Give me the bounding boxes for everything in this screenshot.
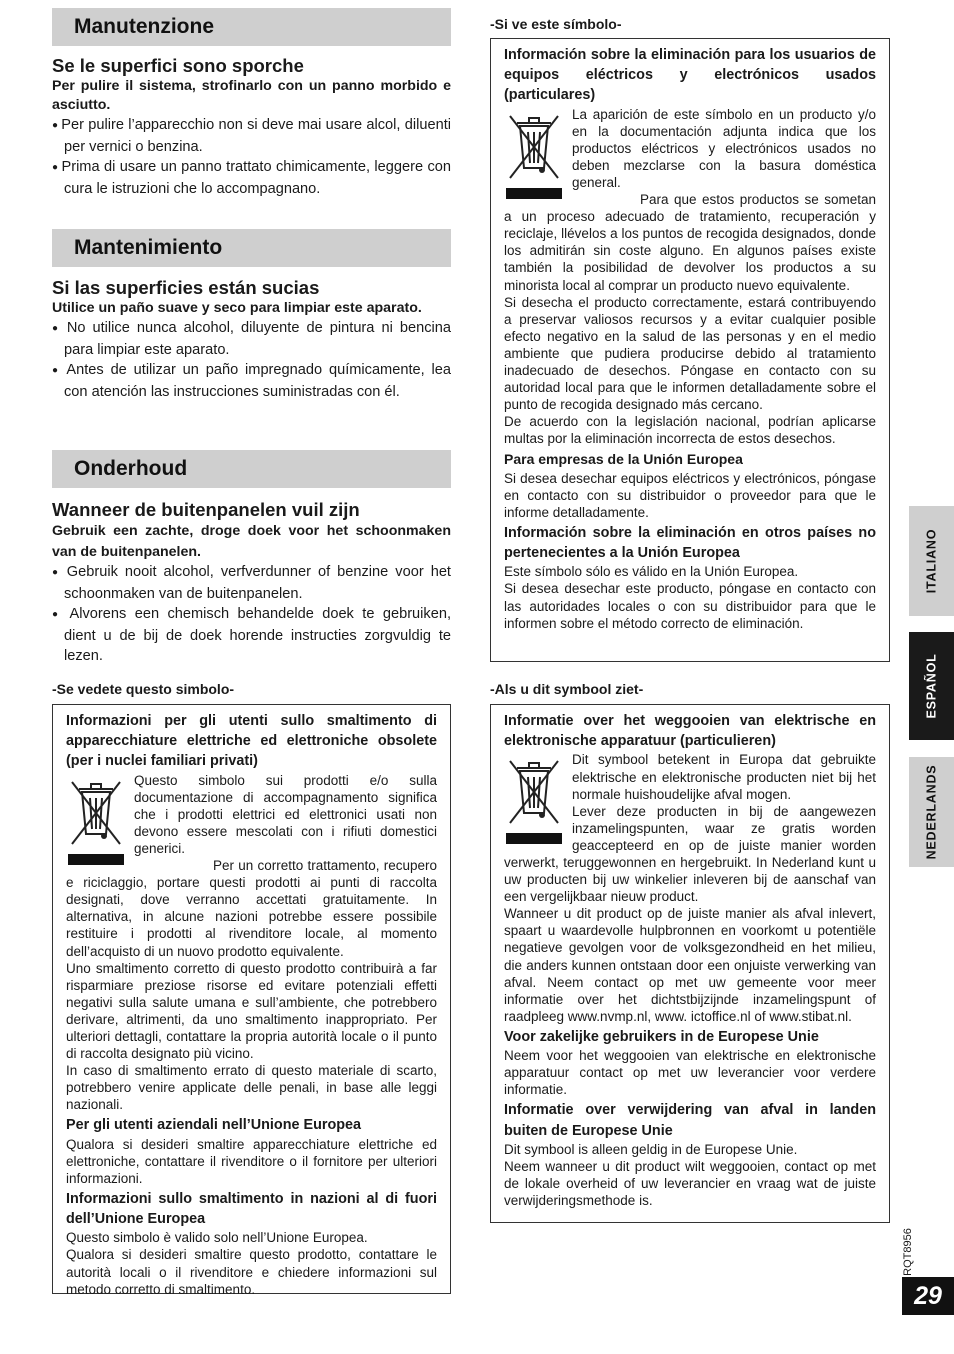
dutch-business-paragraph: Neem voor het weggooien van elektrische en elektronische apparatuur contact op met uw leverancier voor verdere informatie. bbox=[504, 1048, 876, 1098]
italian-disposal-paragraph: Uno smaltimento corretto di questo prodotto contribuirà a far risparmiare preziose risorse ed evitare potenziali effetti negativi sulla salute umana e sull’ambiente, che potrebbero derivare, altrimenti, da uno smaltimento inappropriato. Per ulteriori dettagli, contattare la propria autorità locale o il punto di raccolta designato più vicino. bbox=[66, 960, 437, 1062]
document-code-text: RQT8956 bbox=[902, 1228, 915, 1276]
language-tab-italiano-label: ITALIANO bbox=[924, 528, 939, 594]
page-number: 29 bbox=[902, 1277, 954, 1315]
crossed-out-wheelie-bin-icon bbox=[66, 774, 126, 870]
italian-non-eu-paragraph: Qualora si desideri smaltire questo prodotto, contattare le autorità locali o il rivenditore e chiedere informazioni sul metodo corretto di smaltimento. bbox=[66, 1247, 437, 1297]
italian-bold-instruction: Per pulire il sistema, strofinarlo con un panno morbido e asciutto. bbox=[52, 78, 451, 113]
dutch-symbol-label: -Als u dit symbool ziet- bbox=[490, 681, 644, 697]
spanish-disposal-paragraph: La aparición de este símbolo en un producto y/o en la documentación adjunta indica que los productos eléctricos y electrónicos usados no deben mezclarse con la basura doméstica general. bbox=[572, 106, 876, 190]
italian-disposal-paragraph: In caso di smaltimento errato di questo materiale di scarto, potrebbero venire applicate delle penali, in base alle leggi nazionali. bbox=[66, 1063, 437, 1113]
spanish-bullet: ● No utilice nunca alcohol, diluyente de pintura ni bencina para limpiar este aparato. bbox=[52, 318, 451, 360]
dutch-section bbox=[52, 499, 451, 667]
spanish-disposal-box bbox=[490, 38, 890, 662]
dutch-subheading: Wanneer de buitenpanelen vuil zijn bbox=[52, 499, 360, 520]
dutch-bullet: ● Alvorens een chemisch behandelde doek te gebruiken, dient u de bij de doek horende instructies zorgvuldig te lezen. bbox=[52, 604, 451, 667]
spanish-disposal-paragraph: De acuerdo con la legislación nacional, podrían aplicarse multas por la eliminación incorrecta de estos desechos. bbox=[504, 414, 876, 447]
spanish-symbol-label: -Si ve este símbolo- bbox=[490, 16, 622, 32]
section-header-italian-text: Manutenzione bbox=[74, 15, 214, 38]
spanish-business-paragraph: Si desea desechar equipos eléctricos y electrónicos, póngase en contacto con su distribuidor o proveedor para que le informe detalladamente. bbox=[504, 470, 876, 520]
italian-subheading: Se le superfici sono sporche bbox=[52, 55, 304, 76]
italian-bullet: ● Per pulire l’apparecchio non si deve mai usare alcol, diluenti per vernici o benzina. bbox=[52, 115, 451, 157]
language-tab-nederlands bbox=[909, 757, 954, 867]
italian-section bbox=[52, 55, 451, 199]
spanish-non-eu-heading: Información sobre la eliminación en otros países no pertenecientes a la Unión Europea bbox=[504, 524, 876, 562]
spanish-disposal-paragraph: Si desecha el producto correctamente, estará contribuyendo a preservar valiosos recursos y a evitar cualquier posible efecto negativo en la salud de las personas y en el medio ambiente que pudiera producirse debido al tratamiento inadecuado de desechos. Póngase en contacto con su autoridad local para que le informen detalladamente sobre el punto de recogida designado más cercano. bbox=[504, 294, 876, 413]
crossed-out-wheelie-bin-icon bbox=[504, 753, 564, 849]
section-header-spanish-text: Mantenimiento bbox=[74, 236, 223, 259]
dutch-disposal-paragraph: Wanneer u dit product op de juiste manier als afval inlevert, spaart u waardevolle hulpbronnen en voorkomt u potentiële negatieve gevolgen voor de volksgezondheid en het milieu, die anders kunnen ontstaan door een onjuiste verwerking van afval. Neem contact op met uw gemeente voor meer informatie over het dichtstbijzijnde inzamelingspunt of raadpleeg www.nvmp.nl, www. ictoffice.nl of www.stibat.nl. bbox=[504, 906, 876, 1024]
dutch-bold-instruction: Gebruik een zachte, droge doek voor het schoonmaken van de buitenpanelen. bbox=[52, 523, 451, 560]
italian-non-eu-paragraph: Questo simbolo è valido solo nell’Unione Europea. bbox=[66, 1230, 368, 1246]
section-header-italian bbox=[52, 8, 451, 46]
dutch-disposal-box bbox=[490, 704, 890, 1223]
italian-business-heading: Per gli utenti aziendali nell’Unione Europea bbox=[66, 1117, 362, 1134]
spanish-business-heading: Para empresas de la Unión Europea bbox=[504, 451, 743, 468]
spanish-non-eu-paragraph: Si desea desechar este producto, póngase en contacto con las autoridades locales o con su distribuidor para que le informen sobre el método correcto de eliminación. bbox=[504, 581, 876, 631]
dutch-bullet: ● Gebruik nooit alcohol, verfverdunner of benzine voor het schoonmaken van de buitenpanelen. bbox=[52, 562, 451, 604]
italian-symbol-label: -Se vedete questo simbolo- bbox=[52, 681, 235, 697]
language-tab-espanol-label: ESPAÑOL bbox=[924, 653, 939, 719]
spanish-bullet: ● Antes de utilizar un paño impregnado químicamente, lea con atención las instrucciones suministradas con él. bbox=[52, 360, 451, 402]
language-tab-espanol bbox=[909, 632, 954, 740]
dutch-non-eu-paragraph: Dit symbool is alleen geldig in de Europese Unie. bbox=[504, 1141, 798, 1157]
crossed-out-wheelie-bin-icon bbox=[504, 108, 564, 204]
section-header-spanish bbox=[52, 229, 451, 267]
dutch-disposal-paragraph: Dit symbool betekent in Europa dat gebruikte elektrische en elektronische producten niet bij het normale huishoudelijke afval mogen. bbox=[572, 752, 876, 802]
dutch-disposal-paragraph: Lever deze producten in bij de aangewezen inzamelingspunten, waar ze gratis worden geaccepteerd en op de juiste manier worden verwerkt, teruggewonnen en hergebruikt. In Nederland kunt u uw producten bij uw winkelier inleveren bij de aanschaf van een vergelijkbaar nieuw product. bbox=[504, 803, 876, 905]
italian-bullet: ● Prima di usare un panno trattato chimicamente, leggere con cura le istruzioni che lo accompagnano. bbox=[52, 157, 451, 199]
italian-disposal-title: Informazioni per gli utenti sullo smaltimento di apparecchiature elettriche ed elettroniche obsolete (per i nuclei familiari privati) bbox=[66, 713, 437, 770]
spanish-subheading: Si las superficies están sucias bbox=[52, 277, 320, 298]
italian-disposal-paragraph: Per un corretto trattamento, recupero e riciclaggio, portare questi prodotti ai punti di raccolta designati, dove verranno accettati gratuitamente. In alternativa, in alcune nazioni potrebbe essere possibile restituire i prodotti al rivenditore locale, al momento dell’acquisto di un nuovo prodotto equivalente. bbox=[66, 858, 437, 959]
italian-disposal-paragraph: Questo simbolo sui prodotti e/o sulla documentazione di accompagnamento significa che i prodotti elettrici ed elettronici usati non devono essere mescolati con i rifiuti domestici generici. bbox=[134, 772, 437, 856]
document-code bbox=[893, 1222, 923, 1282]
spanish-section bbox=[52, 277, 451, 402]
italian-business-paragraph: Qualora si desideri smaltire apparecchiature elettriche ed elettroniche, contattare il rivenditore o il fornitore per ulteriori informazioni. bbox=[66, 1136, 437, 1186]
section-header-dutch bbox=[52, 450, 451, 488]
section-header-dutch-text: Onderhoud bbox=[74, 457, 188, 480]
language-tab-italiano bbox=[909, 506, 954, 616]
spanish-disposal-title: Información sobre la eliminación para los usuarios de equipos eléctricos y electrónicos usados (particulares) bbox=[504, 47, 876, 104]
spanish-disposal-paragraph: Para que estos productos se sometan a un proceso adecuado de tratamiento, recuperación y reciclaje, llévelos a los puntos de recogida designados, donde los admitirán sin coste alguno. En algunos países existe también la posibilidad de devolver los productos a su minorista local al comprar un producto nuevo equivalente. bbox=[504, 192, 876, 293]
spanish-bold-instruction: Utilice un paño suave y seco para limpiar este aparato. bbox=[52, 300, 422, 316]
italian-non-eu-heading: Informazioni sullo smaltimento in nazioni al di fuori dell’Unione Europea bbox=[66, 1190, 437, 1228]
dutch-business-heading: Voor zakelijke gebruikers in de Europese Unie bbox=[504, 1028, 819, 1045]
dutch-non-eu-paragraph: Neem wanneer u dit product wilt weggooien, contact op met de lokale overheid of uw leverancier en vraag wat de juiste verwijderingsmethode is. bbox=[504, 1158, 876, 1209]
dutch-disposal-title: Informatie over het weggooien van elektrische en elektronische apparatuur (particulieren) bbox=[504, 713, 876, 750]
language-tab-nederlands-label: NEDERLANDS bbox=[924, 764, 939, 860]
italian-disposal-box bbox=[52, 704, 451, 1297]
spanish-non-eu-paragraph: Este símbolo sólo es válido en la Unión Europea. bbox=[504, 564, 799, 580]
dutch-non-eu-heading: Informatie over verwijdering van afval in landen buiten de Europese Unie bbox=[504, 1102, 876, 1139]
